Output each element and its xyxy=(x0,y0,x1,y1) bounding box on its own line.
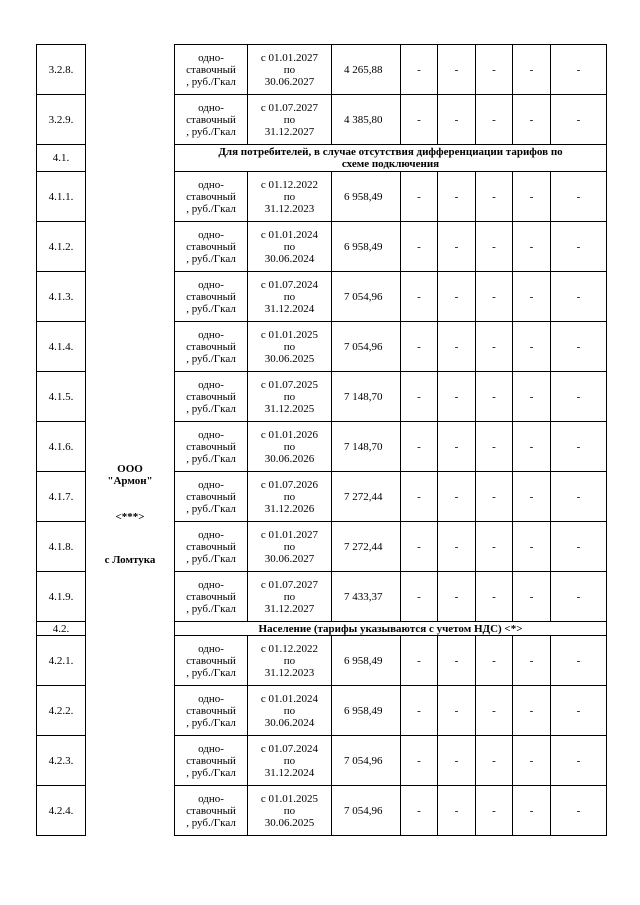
tariff-type xyxy=(175,172,248,222)
tariff-type xyxy=(175,45,248,95)
organization-name-line: ООО xyxy=(117,462,143,475)
tariff-period xyxy=(248,272,332,322)
empty-value-cell: - xyxy=(513,172,551,222)
tariff-table xyxy=(36,44,607,836)
tariff-period xyxy=(248,686,332,736)
empty-value-cell: - xyxy=(401,322,438,372)
empty-value-cell: - xyxy=(438,372,476,422)
tariff-type-line: ставочный xyxy=(186,490,236,503)
empty-value-cell: - xyxy=(476,422,513,472)
period-line: 31.12.2027 xyxy=(264,602,315,615)
tariff-type-line: одно- xyxy=(198,642,224,655)
tariff-type-line: , руб./Гкал xyxy=(186,302,236,315)
empty-value-cell: - xyxy=(438,522,476,572)
period-line: 31.12.2023 xyxy=(264,666,315,679)
row-number: 4.1.3. xyxy=(37,272,86,322)
empty-value-cell: - xyxy=(476,372,513,422)
empty-value-cell: - xyxy=(551,95,607,145)
period-line: с 01.07.2024 xyxy=(260,278,319,291)
tariff-type-line: одно- xyxy=(198,428,224,441)
tariff-type-line: , руб./Гкал xyxy=(186,602,236,615)
empty-value-cell: - xyxy=(438,422,476,472)
period-line: по xyxy=(283,804,296,817)
row-number: 4.1.6. xyxy=(37,422,86,472)
period-line: по xyxy=(283,704,296,717)
empty-value-cell: - xyxy=(438,572,476,622)
period-line: с 01.12.2022 xyxy=(260,178,319,191)
empty-value-cell: - xyxy=(513,736,551,786)
empty-value-cell: - xyxy=(438,322,476,372)
tariff-value: 7 433,37 xyxy=(332,572,401,622)
empty-value-cell: - xyxy=(438,45,476,95)
period-line: по xyxy=(283,113,296,126)
period-line: по xyxy=(283,63,296,76)
tariff-type-line: ставочный xyxy=(186,190,236,203)
empty-value-cell: - xyxy=(513,322,551,372)
organization-name-line: "Армон" xyxy=(107,474,153,487)
empty-value-cell: - xyxy=(551,686,607,736)
empty-value-cell: - xyxy=(438,472,476,522)
tariff-type-line: ставочный xyxy=(186,240,236,253)
tariff-type-line: одно- xyxy=(198,178,224,191)
empty-value-cell: - xyxy=(401,686,438,736)
empty-value-cell: - xyxy=(513,372,551,422)
period-line: по xyxy=(283,390,296,403)
empty-value-cell: - xyxy=(551,322,607,372)
period-line: 31.12.2026 xyxy=(264,502,315,515)
tariff-period xyxy=(248,322,332,372)
empty-value-cell: - xyxy=(438,172,476,222)
tariff-type-line: одно- xyxy=(198,101,224,114)
tariff-type-line: ставочный xyxy=(186,704,236,717)
row-number: 4.1.1. xyxy=(37,172,86,222)
tariff-value: 6 958,49 xyxy=(332,222,401,272)
tariff-type-line: одно- xyxy=(198,578,224,591)
tariff-type-line: одно- xyxy=(198,692,224,705)
empty-value-cell: - xyxy=(476,222,513,272)
tariff-type-line: ставочный xyxy=(186,754,236,767)
empty-value-cell: - xyxy=(513,686,551,736)
tariff-type-line: , руб./Гкал xyxy=(186,352,236,365)
tariff-type-line: одно- xyxy=(198,528,224,541)
period-line: с 01.07.2025 xyxy=(260,378,319,391)
period-line: с 01.07.2026 xyxy=(260,478,319,491)
tariff-type-line: одно- xyxy=(198,378,224,391)
tariff-type-line: , руб./Гкал xyxy=(186,252,236,265)
tariff-type-line: ставочный xyxy=(186,590,236,603)
period-line: с 01.01.2024 xyxy=(260,228,319,241)
row-number: 4.1.2. xyxy=(37,222,86,272)
period-line: по xyxy=(283,654,296,667)
tariff-period xyxy=(248,472,332,522)
period-line: с 01.01.2026 xyxy=(260,428,319,441)
period-line: по xyxy=(283,540,296,553)
empty-value-cell: - xyxy=(551,736,607,786)
tariff-type-line: , руб./Гкал xyxy=(186,666,236,679)
tariff-type-line: ставочный xyxy=(186,290,236,303)
organization-note: <***> xyxy=(115,510,145,523)
tariff-type-line: ставочный xyxy=(186,654,236,667)
empty-value-cell: - xyxy=(438,95,476,145)
period-line: 31.12.2025 xyxy=(264,402,315,415)
tariff-type-line: , руб./Гкал xyxy=(186,202,236,215)
empty-value-cell: - xyxy=(401,786,438,836)
empty-value-cell: - xyxy=(401,736,438,786)
period-line: с 01.01.2025 xyxy=(260,792,319,805)
period-line: с 01.01.2024 xyxy=(260,692,319,705)
row-number: 3.2.8. xyxy=(37,45,86,95)
tariff-type-line: , руб./Гкал xyxy=(186,75,236,88)
empty-value-cell: - xyxy=(438,736,476,786)
tariff-value: 7 272,44 xyxy=(332,522,401,572)
empty-value-cell: - xyxy=(513,636,551,686)
empty-value-cell: - xyxy=(551,172,607,222)
section-title-line: Население (тарифы указываются с учетом НДС) <*> xyxy=(258,622,523,635)
tariff-type xyxy=(175,636,248,686)
empty-value-cell: - xyxy=(476,522,513,572)
tariff-type-line: одно- xyxy=(198,278,224,291)
tariff-type xyxy=(175,422,248,472)
tariff-period xyxy=(248,372,332,422)
period-line: по xyxy=(283,190,296,203)
period-line: 30.06.2025 xyxy=(264,816,315,829)
row-number: 4.1.5. xyxy=(37,372,86,422)
period-line: 30.06.2026 xyxy=(264,452,315,465)
empty-value-cell: - xyxy=(401,472,438,522)
empty-value-cell: - xyxy=(401,636,438,686)
empty-value-cell: - xyxy=(513,786,551,836)
period-line: с 01.01.2027 xyxy=(260,528,319,541)
empty-value-cell: - xyxy=(401,45,438,95)
tariff-value: 6 958,49 xyxy=(332,686,401,736)
tariff-period xyxy=(248,522,332,572)
organization-cell xyxy=(86,45,175,836)
empty-value-cell: - xyxy=(476,45,513,95)
empty-value-cell: - xyxy=(551,786,607,836)
period-line: 31.12.2024 xyxy=(264,302,315,315)
period-line: с 01.01.2025 xyxy=(260,328,319,341)
organization-name xyxy=(86,463,174,487)
tariff-period xyxy=(248,222,332,272)
tariff-value: 7 054,96 xyxy=(332,272,401,322)
period-line: по xyxy=(283,240,296,253)
empty-value-cell: - xyxy=(401,222,438,272)
empty-value-cell: - xyxy=(476,786,513,836)
period-line: по xyxy=(283,590,296,603)
tariff-value: 7 272,44 xyxy=(332,472,401,522)
tariff-type-line: , руб./Гкал xyxy=(186,766,236,779)
empty-value-cell: - xyxy=(476,172,513,222)
empty-value-cell: - xyxy=(438,636,476,686)
period-line: 30.06.2024 xyxy=(264,252,315,265)
empty-value-cell: - xyxy=(551,422,607,472)
empty-value-cell: - xyxy=(551,45,607,95)
period-line: по xyxy=(283,490,296,503)
period-line: по xyxy=(283,340,296,353)
row-number: 4.1.4. xyxy=(37,322,86,372)
tariff-type-line: одно- xyxy=(198,478,224,491)
tariff-type-line: , руб./Гкал xyxy=(186,125,236,138)
empty-value-cell: - xyxy=(476,686,513,736)
empty-value-cell: - xyxy=(513,45,551,95)
period-line: по xyxy=(283,440,296,453)
row-number: 4.1.9. xyxy=(37,572,86,622)
tariff-period xyxy=(248,45,332,95)
tariff-type-line: одно- xyxy=(198,742,224,755)
empty-value-cell: - xyxy=(551,522,607,572)
organization-location: с Ломтука xyxy=(104,553,156,566)
row-number: 4.2.4. xyxy=(37,786,86,836)
empty-value-cell: - xyxy=(476,272,513,322)
tariff-type-line: , руб./Гкал xyxy=(186,502,236,515)
tariff-type xyxy=(175,222,248,272)
period-line: 30.06.2025 xyxy=(264,352,315,365)
tariff-period xyxy=(248,572,332,622)
tariff-type-line: ставочный xyxy=(186,440,236,453)
tariff-type-line: ставочный xyxy=(186,540,236,553)
empty-value-cell: - xyxy=(401,572,438,622)
row-number: 4.2.3. xyxy=(37,736,86,786)
empty-value-cell: - xyxy=(513,222,551,272)
tariff-value: 4 265,88 xyxy=(332,45,401,95)
tariff-type xyxy=(175,472,248,522)
period-line: 31.12.2023 xyxy=(264,202,315,215)
empty-value-cell: - xyxy=(513,272,551,322)
row-number: 4.1.8. xyxy=(37,522,86,572)
tariff-type xyxy=(175,786,248,836)
tariff-type-line: ставочный xyxy=(186,63,236,76)
tariff-type xyxy=(175,572,248,622)
tariff-type xyxy=(175,95,248,145)
row-number: 3.2.9. xyxy=(37,95,86,145)
period-line: 30.06.2027 xyxy=(264,552,315,565)
empty-value-cell: - xyxy=(401,95,438,145)
section-title xyxy=(175,145,607,172)
tariff-value: 6 958,49 xyxy=(332,172,401,222)
period-line: 30.06.2027 xyxy=(264,75,315,88)
empty-value-cell: - xyxy=(476,322,513,372)
tariff-type-line: одно- xyxy=(198,51,224,64)
empty-value-cell: - xyxy=(551,222,607,272)
tariff-type-line: ставочный xyxy=(186,113,236,126)
tariff-type-line: одно- xyxy=(198,328,224,341)
period-line: 31.12.2024 xyxy=(264,766,315,779)
row-number: 4.2.1. xyxy=(37,636,86,686)
empty-value-cell: - xyxy=(513,95,551,145)
empty-value-cell: - xyxy=(513,522,551,572)
section-number: 4.1. xyxy=(37,145,86,172)
tariff-type xyxy=(175,736,248,786)
tariff-period xyxy=(248,786,332,836)
period-line: с 01.07.2027 xyxy=(260,101,319,114)
period-line: с 01.07.2027 xyxy=(260,578,319,591)
empty-value-cell: - xyxy=(513,422,551,472)
tariff-type-line: , руб./Гкал xyxy=(186,452,236,465)
tariff-type xyxy=(175,272,248,322)
tariff-value: 7 148,70 xyxy=(332,372,401,422)
section-title-line: Для потребителей, в случае отсутствия дифференциации тарифов по xyxy=(218,146,563,158)
empty-value-cell: - xyxy=(476,572,513,622)
empty-value-cell: - xyxy=(401,522,438,572)
empty-value-cell: - xyxy=(438,272,476,322)
empty-value-cell: - xyxy=(551,472,607,522)
row-number: 4.1.7. xyxy=(37,472,86,522)
tariff-type-line: одно- xyxy=(198,792,224,805)
tariff-type-line: ставочный xyxy=(186,390,236,403)
period-line: по xyxy=(283,754,296,767)
tariff-type-line: , руб./Гкал xyxy=(186,552,236,565)
period-line: 31.12.2027 xyxy=(264,125,315,138)
empty-value-cell: - xyxy=(401,172,438,222)
tariff-period xyxy=(248,636,332,686)
section-number: 4.2. xyxy=(37,622,86,636)
empty-value-cell: - xyxy=(551,372,607,422)
empty-value-cell: - xyxy=(551,272,607,322)
tariff-value: 7 054,96 xyxy=(332,322,401,372)
empty-value-cell: - xyxy=(551,636,607,686)
period-line: с 01.01.2027 xyxy=(260,51,319,64)
tariff-value: 6 958,49 xyxy=(332,636,401,686)
empty-value-cell: - xyxy=(438,686,476,736)
tariff-period xyxy=(248,95,332,145)
tariff-value: 7 148,70 xyxy=(332,422,401,472)
period-line: по xyxy=(283,290,296,303)
table-row xyxy=(37,45,607,95)
empty-value-cell: - xyxy=(476,636,513,686)
tariff-period xyxy=(248,422,332,472)
empty-value-cell: - xyxy=(476,95,513,145)
empty-value-cell: - xyxy=(513,572,551,622)
empty-value-cell: - xyxy=(551,572,607,622)
tariff-type-line: одно- xyxy=(198,228,224,241)
tariff-type xyxy=(175,522,248,572)
period-line: с 01.07.2024 xyxy=(260,742,319,755)
empty-value-cell: - xyxy=(438,786,476,836)
empty-value-cell: - xyxy=(476,472,513,522)
empty-value-cell: - xyxy=(401,272,438,322)
tariff-period xyxy=(248,736,332,786)
tariff-period xyxy=(248,172,332,222)
tariff-type-line: ставочный xyxy=(186,340,236,353)
row-number: 4.2.2. xyxy=(37,686,86,736)
tariff-value: 4 385,80 xyxy=(332,95,401,145)
empty-value-cell: - xyxy=(513,472,551,522)
tariff-type-line: , руб./Гкал xyxy=(186,402,236,415)
period-line: с 01.12.2022 xyxy=(260,642,319,655)
empty-value-cell: - xyxy=(438,222,476,272)
tariff-value: 7 054,96 xyxy=(332,736,401,786)
tariff-type xyxy=(175,322,248,372)
tariff-type-line: , руб./Гкал xyxy=(186,716,236,729)
tariff-type xyxy=(175,372,248,422)
section-title xyxy=(175,622,607,636)
tariff-value: 7 054,96 xyxy=(332,786,401,836)
empty-value-cell: - xyxy=(476,736,513,786)
empty-value-cell: - xyxy=(401,372,438,422)
tariff-type xyxy=(175,686,248,736)
tariff-type-line: , руб./Гкал xyxy=(186,816,236,829)
period-line: 30.06.2024 xyxy=(264,716,315,729)
empty-value-cell: - xyxy=(401,422,438,472)
section-title-line: схеме подключения xyxy=(341,158,440,170)
tariff-type-line: ставочный xyxy=(186,804,236,817)
